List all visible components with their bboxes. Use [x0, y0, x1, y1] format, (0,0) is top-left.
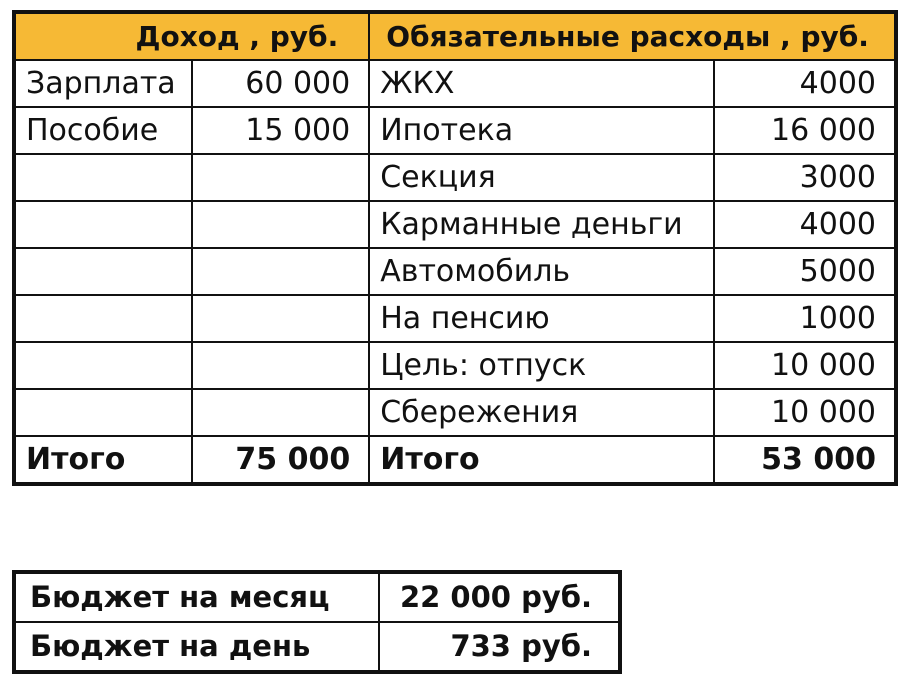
expense-value: 4000 [714, 60, 896, 107]
expense-name: Секция [369, 154, 714, 201]
expense-name: На пенсию [369, 295, 714, 342]
income-name: Пособие [14, 107, 192, 154]
expense-name: Сбережения [369, 389, 714, 436]
income-name: Зарплата [14, 60, 192, 107]
empty-cell [192, 389, 370, 436]
budget-main-table [12, 10, 898, 486]
table-row [14, 248, 896, 295]
budget-month-label: Бюджет на месяц [14, 572, 379, 622]
expense-value: 10 000 [714, 342, 896, 389]
expenses-total-label: Итого [369, 436, 714, 484]
table-header-row [14, 12, 896, 60]
income-value: 60 000 [192, 60, 370, 107]
expense-name: Цель: отпуск [369, 342, 714, 389]
expense-name: Карманные деньги [369, 201, 714, 248]
income-total-value: 75 000 [192, 436, 370, 484]
empty-cell [14, 201, 192, 248]
empty-cell [192, 154, 370, 201]
empty-cell [192, 201, 370, 248]
table-row [14, 154, 896, 201]
empty-cell [192, 248, 370, 295]
budget-day-value: 733 руб. [379, 622, 620, 672]
empty-cell [14, 389, 192, 436]
expense-name: Автомобиль [369, 248, 714, 295]
empty-cell [14, 295, 192, 342]
empty-cell [192, 342, 370, 389]
empty-cell [14, 342, 192, 389]
table-row [14, 295, 896, 342]
empty-cell [14, 248, 192, 295]
table-row [14, 60, 896, 107]
expense-value: 5000 [714, 248, 896, 295]
empty-cell [14, 154, 192, 201]
expense-name: Ипотека [369, 107, 714, 154]
income-total-label: Итого [14, 436, 192, 484]
income-value: 15 000 [192, 107, 370, 154]
expense-value: 10 000 [714, 389, 896, 436]
expense-value: 1000 [714, 295, 896, 342]
budget-month-row [14, 572, 620, 622]
expenses-header: Обязательные расходы , руб. [369, 12, 896, 60]
expense-name: ЖКХ [369, 60, 714, 107]
table-row [14, 342, 896, 389]
budget-summary-table [12, 570, 622, 674]
expense-value: 3000 [714, 154, 896, 201]
table-row [14, 107, 896, 154]
budget-month-value: 22 000 руб. [379, 572, 620, 622]
budget-day-label: Бюджет на день [14, 622, 379, 672]
expense-value: 16 000 [714, 107, 896, 154]
table-row [14, 201, 896, 248]
income-header: Доход , руб. [14, 12, 369, 60]
expense-value: 4000 [714, 201, 896, 248]
table-row [14, 389, 896, 436]
expenses-total-value: 53 000 [714, 436, 896, 484]
totals-row [14, 436, 896, 484]
budget-day-row [14, 622, 620, 672]
empty-cell [192, 295, 370, 342]
